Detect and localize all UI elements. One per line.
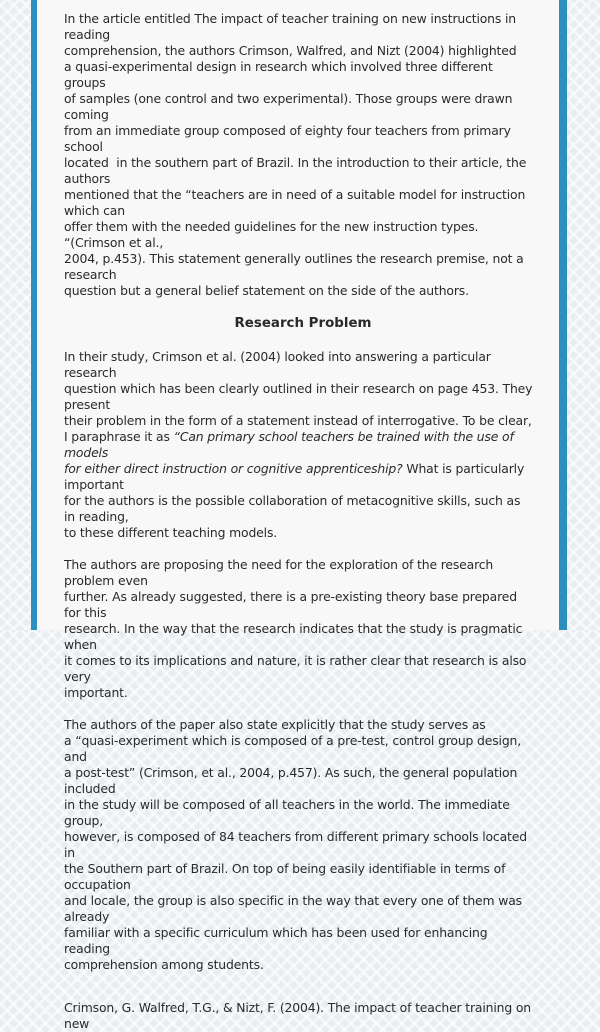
paragraph-intro: In the article entitled The impact of teacher training on new instructions in reading comprehension, the authors Crimson, Walfred, and Nizt (2004) highlighted a quasi-experimental design in research which involved three different groups of samples (one control and two experimental). Those groups were drawn coming from an immediate group composed of eighty four teachers from primary school located in the southern part of Brazil. In the introduction to their article, the authors mentioned that the “teachers are in need of a suitable model for instruction which can offer them with the needed guidelines for the new instruction types. “(Crimson et al., 2004, p.453). This statement generally outlines the research premise, not a research question but a general belief statement on the side of the authors. xyxy=(64,11,527,298)
research-question-italic: “Can primary school teachers be trained with the use of models for either direct instruction or cognitive apprenticeship? xyxy=(64,429,514,476)
document-body xyxy=(64,11,534,1032)
section-heading: Research Problem xyxy=(234,316,372,331)
paragraph-research-problem: In their study, Crimson et al. (2004) looked into answering a particular research question which has been clearly outlined in their research on page 453. They present their problem in the form of a statement instead of interrogative. To be clear, I paraphrase it as “Can primary school teachers be trained with the use of models for either direct instruction or cognitive apprenticeship? What is particularly important for the authors is the possible collaboration of metacognitive skills, such as in reading, to these different teaching models. xyxy=(64,349,533,540)
paragraph-quasi-experiment: The authors of the paper also state explicitly that the study serves as a “quasi-experiment which is composed of a pre-test, control group design, and a post-test” (Crimson, et al., 2004, p.457). As such, the general population included in the study will be composed of all teachers in the world. The immediate group, however, is composed of 84 teachers from different primary schools located in the Southern part of Brazil. On top of being easily identifiable in terms of occupation and locale, the group is also specific in the way that every one of them was already familiar with a specific curriculum which has been used for enhancing reading comprehension among students. xyxy=(64,717,527,972)
reference-entry: Crimson, G. Walfred, T.G., & Nizt, F. (2004). The impact of teacher training on new xyxy=(64,1000,532,1031)
document-page xyxy=(37,0,559,1031)
paragraph-exploration: The authors are proposing the need for the exploration of the research problem even further. As already suggested, there is a pre-existing theory base prepared for this research. In the way that the research indicates that the study is pragmatic when it comes to its implications and nature, it is rather clear that research is also very important. xyxy=(64,557,527,700)
